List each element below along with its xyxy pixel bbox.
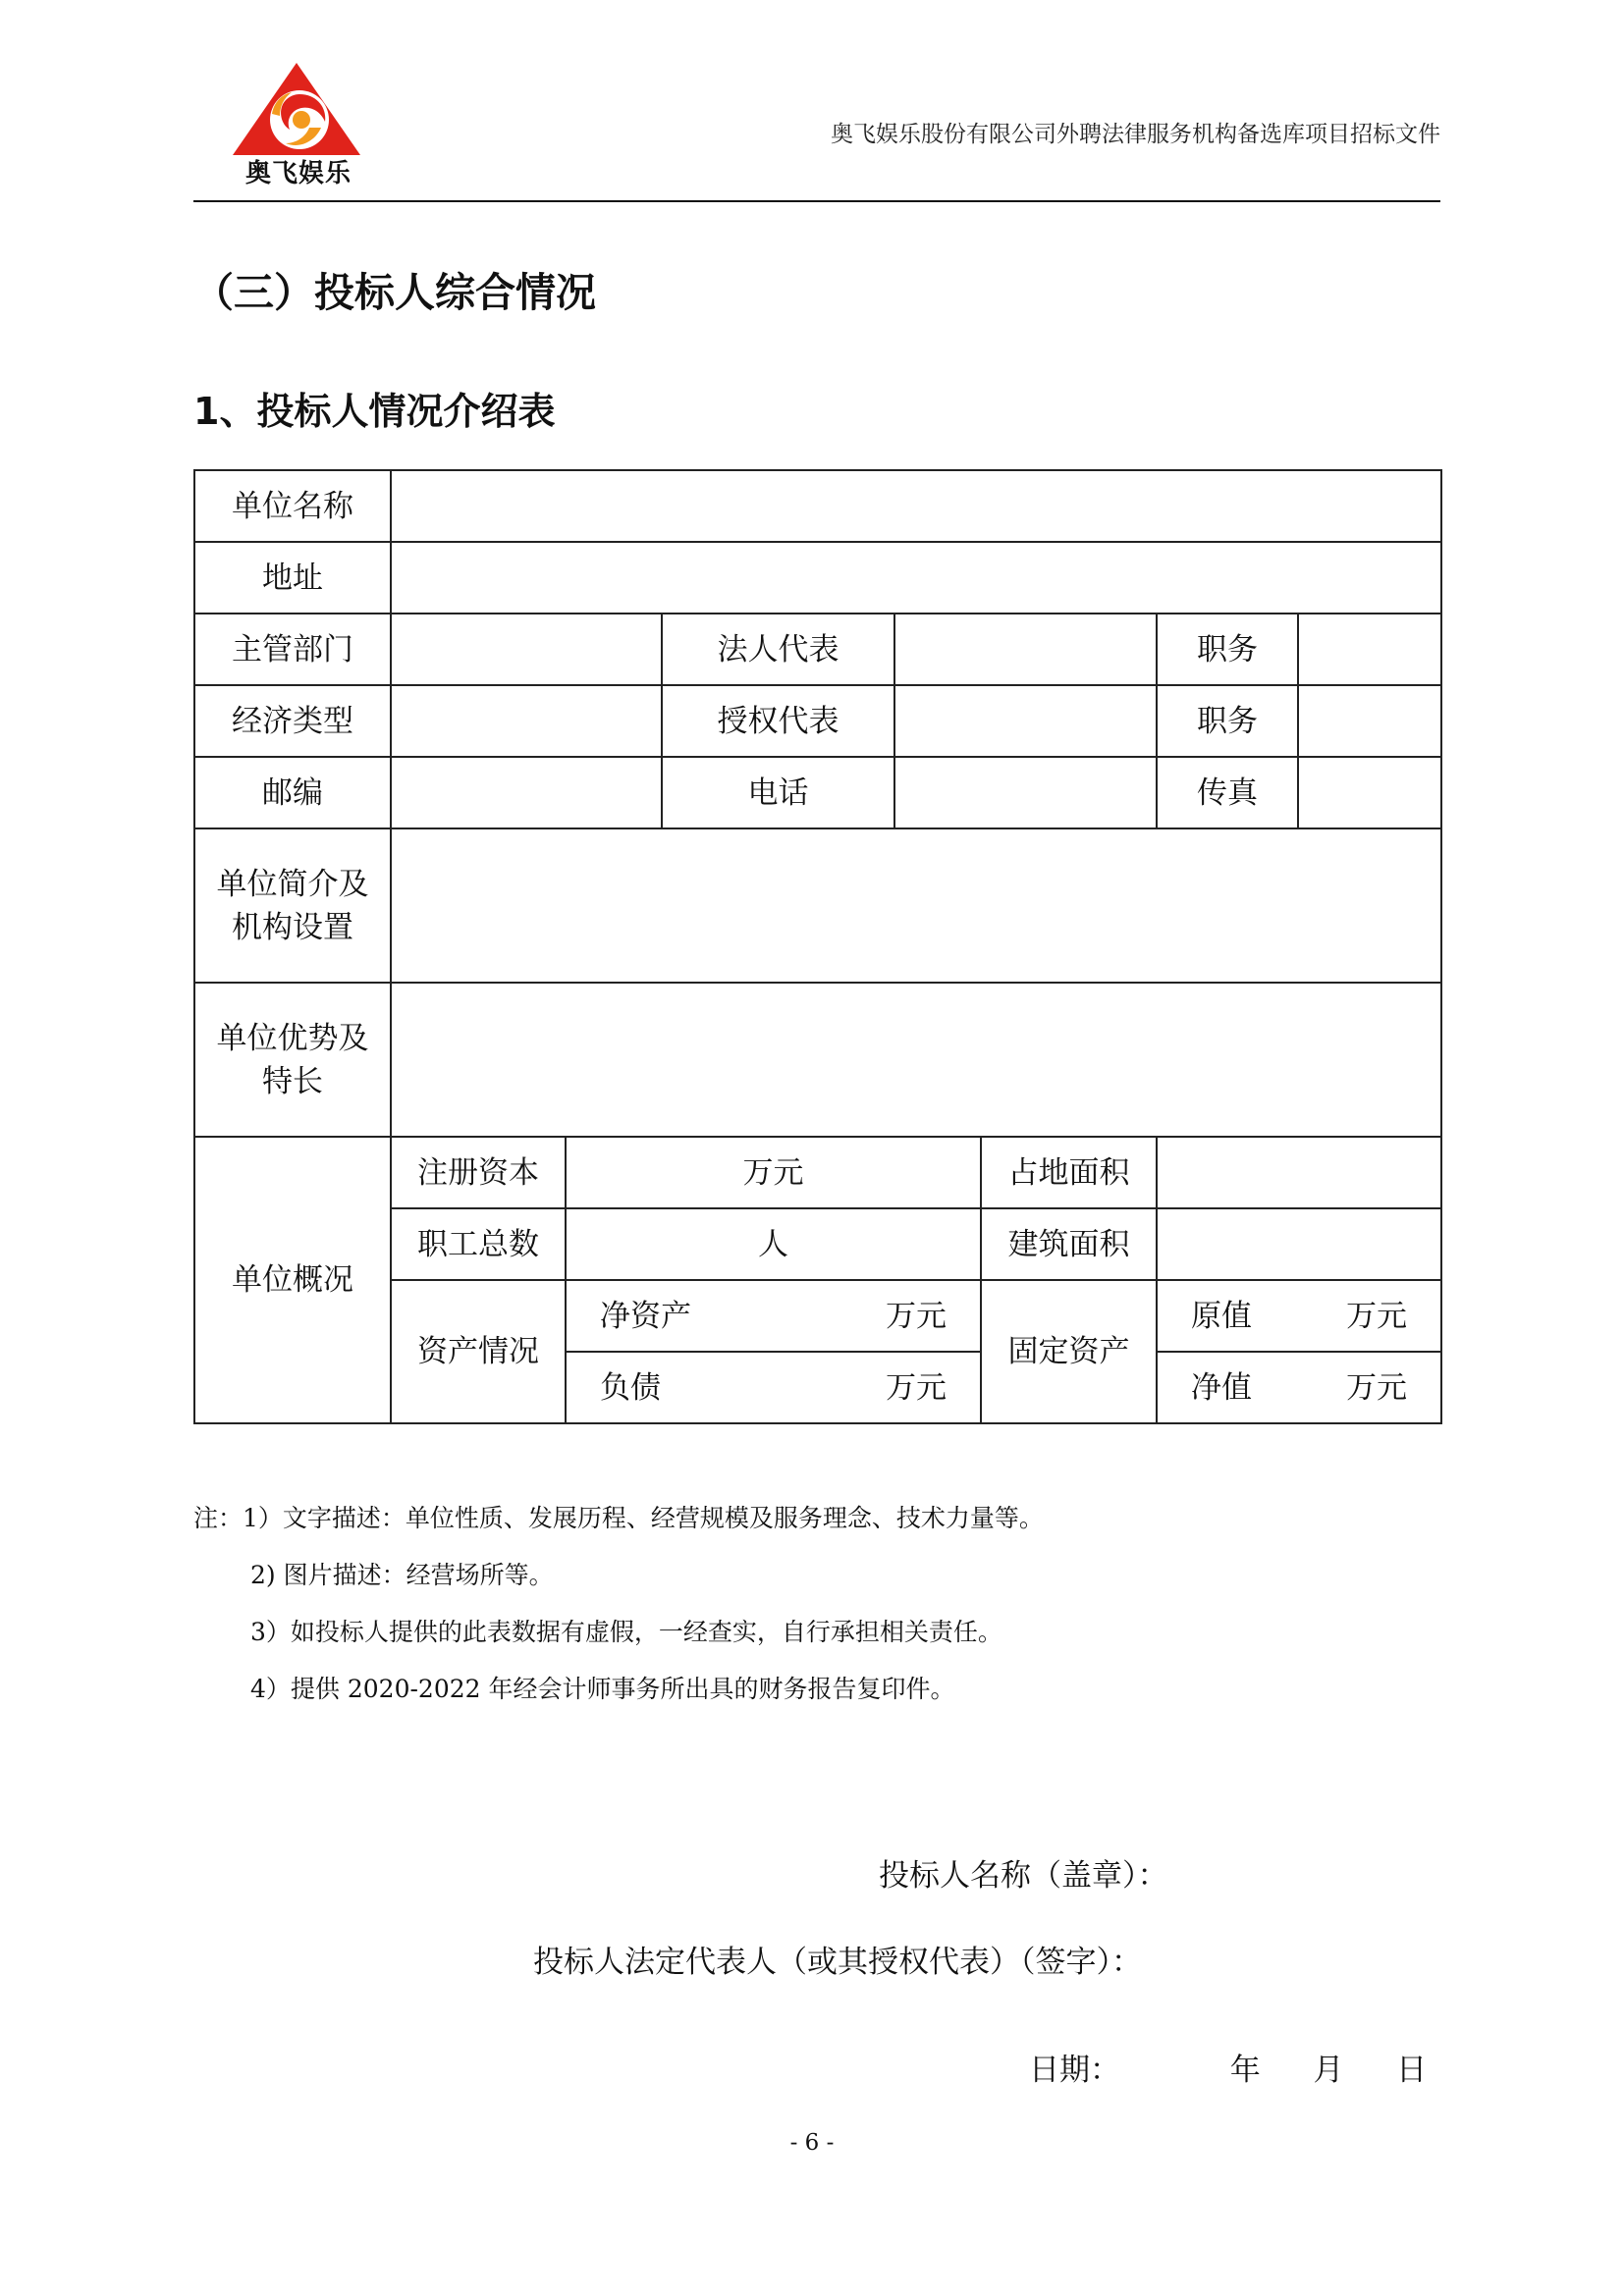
label-position-1: 职务 bbox=[1157, 614, 1298, 685]
note-4: 4）提供 2020-2022 年经会计师事务所出具的财务报告复印件。 bbox=[250, 1675, 955, 1703]
logo-text: 奥飞娱乐 bbox=[244, 159, 352, 188]
label-net-value: 净值 bbox=[1191, 1369, 1252, 1406]
page-number: - 6 - bbox=[789, 2130, 835, 2156]
bidder-info-table bbox=[193, 469, 1442, 1424]
sub-heading: 1、投标人情况介绍表 bbox=[193, 390, 556, 433]
date-year: 年 bbox=[1229, 2053, 1261, 2088]
field-net-assets[interactable] bbox=[566, 1280, 981, 1352]
date-month: 月 bbox=[1313, 2053, 1344, 2088]
label-land-area: 占地面积 bbox=[981, 1137, 1157, 1208]
field-net-value[interactable] bbox=[1157, 1352, 1441, 1423]
label-net-assets: 净资产 bbox=[600, 1298, 691, 1334]
date-label: 日期： bbox=[1029, 2053, 1120, 2088]
label-legal-rep: 法人代表 bbox=[662, 614, 894, 685]
field-address[interactable] bbox=[391, 542, 1441, 614]
field-unit-name[interactable] bbox=[391, 470, 1441, 542]
field-intro[interactable] bbox=[391, 828, 1441, 983]
field-original-value[interactable] bbox=[1157, 1280, 1441, 1352]
label-staff: 职工总数 bbox=[391, 1208, 566, 1280]
unit-net-value: 万元 bbox=[1346, 1369, 1408, 1406]
label-advantages bbox=[194, 983, 391, 1137]
label-fax: 传真 bbox=[1157, 757, 1298, 828]
field-advantages[interactable] bbox=[391, 983, 1441, 1137]
notes-block bbox=[193, 1490, 1044, 1718]
label-assets: 资产情况 bbox=[391, 1280, 566, 1423]
legal-rep-signature: 投标人法定代表人（或其授权代表）（签字）： bbox=[533, 1945, 1142, 1980]
label-econ-type: 经济类型 bbox=[194, 685, 391, 757]
note-1: 注：1）文字描述：单位性质、发展历程、经营规模及服务理念、技术力量等。 bbox=[193, 1504, 1044, 1532]
unit-liabilities: 万元 bbox=[886, 1369, 947, 1406]
field-position-2[interactable] bbox=[1298, 685, 1441, 757]
label-auth-rep: 授权代表 bbox=[662, 685, 894, 757]
field-land-area[interactable] bbox=[1157, 1137, 1441, 1208]
logo-emblem-icon bbox=[223, 59, 370, 157]
document-title: 奥飞娱乐股份有限公司外聘法律服务机构备选库项目招标文件 bbox=[831, 122, 1440, 147]
label-original-value: 原值 bbox=[1191, 1298, 1252, 1334]
label-dept: 主管部门 bbox=[194, 614, 391, 685]
label-intro bbox=[194, 828, 391, 983]
label-building-area: 建筑面积 bbox=[981, 1208, 1157, 1280]
unit-net-assets: 万元 bbox=[886, 1298, 947, 1334]
field-dept[interactable] bbox=[391, 614, 662, 685]
field-staff[interactable] bbox=[566, 1208, 981, 1280]
header-divider bbox=[193, 200, 1440, 202]
label-fixed-assets: 固定资产 bbox=[981, 1280, 1157, 1423]
page-header bbox=[193, 59, 1440, 202]
date-day: 日 bbox=[1396, 2053, 1428, 2088]
label-liabilities: 负债 bbox=[600, 1369, 661, 1406]
unit-person: 人 bbox=[758, 1226, 788, 1262]
field-position-1[interactable] bbox=[1298, 614, 1441, 685]
label-adv-line1: 单位优势及 bbox=[216, 1020, 369, 1056]
label-position-2: 职务 bbox=[1157, 685, 1298, 757]
section-heading: （三）投标人综合情况 bbox=[193, 269, 596, 316]
company-logo bbox=[223, 59, 370, 188]
field-econ-type[interactable] bbox=[391, 685, 662, 757]
date-line bbox=[1029, 2045, 1427, 2089]
note-2: 2) 图片描述：经营场所等。 bbox=[250, 1561, 554, 1589]
label-reg-capital: 注册资本 bbox=[391, 1137, 566, 1208]
label-overview: 单位概况 bbox=[194, 1137, 391, 1423]
label-intro-line2: 机构设置 bbox=[232, 909, 353, 945]
label-address: 地址 bbox=[194, 542, 391, 614]
field-liabilities[interactable] bbox=[566, 1352, 981, 1423]
bidder-name-seal: 投标人名称（盖章）： bbox=[879, 1858, 1168, 1894]
field-postcode[interactable] bbox=[391, 757, 662, 828]
field-building-area[interactable] bbox=[1157, 1208, 1441, 1280]
label-intro-line1: 单位简介及 bbox=[216, 866, 369, 902]
field-legal-rep[interactable] bbox=[894, 614, 1157, 685]
field-auth-rep[interactable] bbox=[894, 685, 1157, 757]
field-phone[interactable] bbox=[894, 757, 1157, 828]
unit-original-value: 万元 bbox=[1346, 1298, 1408, 1334]
field-fax[interactable] bbox=[1298, 757, 1441, 828]
label-adv-line2: 特长 bbox=[262, 1063, 323, 1099]
unit-reg-capital: 万元 bbox=[742, 1154, 804, 1191]
label-unit-name: 单位名称 bbox=[194, 470, 391, 542]
note-3: 3）如投标人提供的此表数据有虚假，一经查实，自行承担相关责任。 bbox=[250, 1618, 1002, 1646]
label-postcode: 邮编 bbox=[194, 757, 391, 828]
field-reg-capital[interactable] bbox=[566, 1137, 981, 1208]
label-phone: 电话 bbox=[662, 757, 894, 828]
